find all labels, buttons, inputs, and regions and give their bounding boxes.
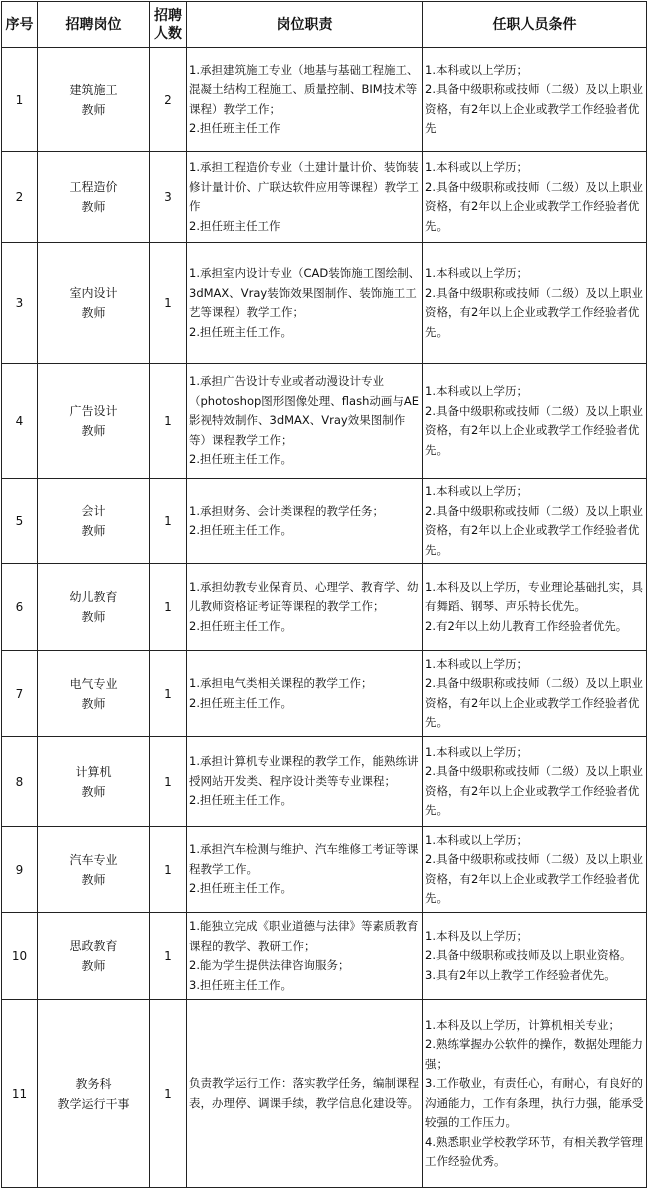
duties-cell <box>187 1000 423 1188</box>
row-number: 4 <box>2 364 38 479</box>
requirements-cell <box>423 479 647 564</box>
requirement-item: 1.本科及以上学历，专业理论基础扎实，具有舞蹈、钢琴、声乐特长优先。 <box>425 579 643 614</box>
count-cell: 1 <box>150 364 187 479</box>
position-line: 室内设计 <box>69 286 118 300</box>
duty-item: 2.担任班主任工作。 <box>189 618 292 633</box>
header-no: 序号 <box>2 2 38 48</box>
requirements-cell <box>423 364 647 479</box>
position-line: 教师 <box>81 696 106 711</box>
duty-item: 1.承担建筑施工专业（地基与基础工程施工、混凝土结构工程施工、质量控制、BIM技术等课程）教学工作； <box>189 62 419 116</box>
row-number: 7 <box>2 651 38 737</box>
table-row <box>2 737 647 827</box>
row-number: 11 <box>2 1000 38 1188</box>
table-row <box>2 243 647 364</box>
table-row <box>2 48 647 152</box>
table-row <box>2 152 647 243</box>
requirements-cell <box>423 827 647 913</box>
position-cell <box>38 364 150 479</box>
position-cell <box>38 737 150 827</box>
duties-cell <box>187 152 423 243</box>
count-cell: 1 <box>150 827 187 913</box>
table-row <box>2 1000 647 1188</box>
count-cell: 1 <box>150 913 187 1000</box>
duty-item: 2.担任班主任工作。 <box>189 452 292 467</box>
position-line: 广告设计 <box>69 404 118 418</box>
duty-item: 1.承担计算机专业课程的教学工作，能熟练讲授网站开发类、程序设计类等专业课程； <box>189 754 419 788</box>
row-number: 6 <box>2 564 38 651</box>
duty-item: 2.担任班主任工作。 <box>189 523 292 537</box>
duty-item: 2.能为学生提供法律咨询服务； <box>189 958 350 972</box>
duty-item: 1.承担财务、会计类课程的教学任务； <box>189 503 384 518</box>
position-cell <box>38 48 150 152</box>
requirement-item: 2.具备中级职称或技师（二级）及以上职业资格，有2年以上企业或教学工作经验者优先。 <box>425 676 643 729</box>
requirement-item: 1.本科或以上学历； <box>425 384 528 398</box>
position-line: 教师 <box>81 424 106 438</box>
table-row <box>2 479 647 564</box>
position-line: 教师 <box>81 306 106 320</box>
requirement-item: 2.具备中级职称或技师（二级）及以上职业资格，有2年以上企业或教学工作经验者优先。 <box>425 403 643 457</box>
row-number: 3 <box>2 243 38 364</box>
duty-item: 1.承担电气类相关课程的教学工作； <box>189 676 373 690</box>
count-cell: 2 <box>150 48 187 152</box>
requirement-item: 2.有2年以上幼儿教育工作经验者优先。 <box>425 618 628 633</box>
requirement-item: 2.具备中级职称或技师（二级）及以上职业资格，有2年以上企业或教学工作经验者优先。 <box>425 764 643 817</box>
count-cell: 1 <box>150 479 187 564</box>
requirement-item: 2.具备中级职称或技师及以上职业资格。 <box>425 948 632 963</box>
position-line: 工程造价 <box>69 180 118 194</box>
duties-cell <box>187 827 423 913</box>
requirement-item: 1.本科及以上学历； <box>425 928 528 943</box>
requirement-item: 2.具备中级职称或技师（二级）及以上职业资格，有2年以上企业或教学工作经验者优先。 <box>425 503 643 557</box>
requirement-item: 2.具备中级职称或技师（二级）及以上职业资格，有2年以上企业或教学工作经验者优先。 <box>425 852 643 905</box>
requirement-item: 1.本科或以上学历； <box>425 832 528 847</box>
row-number: 2 <box>2 152 38 243</box>
count-cell: 1 <box>150 243 187 364</box>
requirement-item: 2.熟练掌握办公软件的操作，数据处理能力强； <box>425 1037 643 1071</box>
table-row <box>2 364 647 479</box>
count-cell: 1 <box>150 1000 187 1188</box>
requirements-cell <box>423 737 647 827</box>
requirements-cell <box>423 564 647 651</box>
count-cell: 3 <box>150 152 187 243</box>
duty-item: 3.担任班主任工作。 <box>189 977 292 992</box>
duty-item: 2.担任班主任工作。 <box>189 324 292 339</box>
duties-cell <box>187 479 423 564</box>
duties-cell <box>187 48 423 152</box>
position-line: 教师 <box>81 872 106 887</box>
position-cell <box>38 479 150 564</box>
header-count: 招聘人数 <box>150 2 187 48</box>
duty-item: 1.承担工程造价专业（土建计量计价、装饰装修计量计价、广联达软件应用等课程）教学工作 <box>189 160 419 213</box>
position-cell <box>38 913 150 1000</box>
header-duties: 岗位职责 <box>187 2 423 48</box>
requirement-item: 2.具备中级职称或技师（二级）及以上职业资格，有2年以上企业或教学工作经验者优先。 <box>425 285 643 339</box>
position-line: 思政教育 <box>69 939 118 953</box>
position-line: 教师 <box>81 524 106 538</box>
position-line: 教师 <box>81 959 106 973</box>
position-line: 教务科 <box>75 1076 112 1091</box>
table-row <box>2 827 647 913</box>
position-line: 幼儿教育 <box>69 590 118 604</box>
count-cell: 1 <box>150 651 187 737</box>
row-number: 5 <box>2 479 38 564</box>
position-line: 电气专业 <box>69 676 118 691</box>
count-cell: 1 <box>150 737 187 827</box>
header-requirements: 任职人员条件 <box>423 2 647 48</box>
duties-cell <box>187 243 423 364</box>
requirement-item: 1.本科或以上学历； <box>425 160 528 174</box>
position-line: 教师 <box>81 610 106 624</box>
position-cell <box>38 564 150 651</box>
position-line: 会计 <box>81 504 106 518</box>
requirements-cell <box>423 1000 647 1188</box>
row-number: 1 <box>2 48 38 152</box>
header-row <box>2 2 647 48</box>
table-body <box>2 48 647 1188</box>
requirement-item: 1.本科及以上学历，计算机相关专业； <box>425 1017 620 1032</box>
requirement-item: 2.具备中级职称或技师（二级）及以上职业资格，有2年以上企业或教学工作经验者优先。 <box>425 179 643 233</box>
duty-item: 1.承担汽车检测与维护、汽车维修工考证等课程教学工作。 <box>189 842 419 876</box>
duties-cell <box>187 913 423 1000</box>
row-number: 8 <box>2 737 38 827</box>
position-line: 教师 <box>81 200 106 214</box>
duty-item: 1.能独立完成《职业道德与法律》等素质教育课程的教学、教研工作； <box>189 919 419 953</box>
duties-cell <box>187 737 423 827</box>
position-line: 计算机 <box>75 764 112 779</box>
row-number: 9 <box>2 827 38 913</box>
duty-item: 2.担任班主任工作。 <box>189 695 292 710</box>
duties-cell <box>187 564 423 651</box>
requirements-cell <box>423 651 647 737</box>
duty-item: 2.担任班主任工作。 <box>189 793 292 808</box>
duties-cell <box>187 651 423 737</box>
requirement-item: 1.本科或以上学历； <box>425 266 528 280</box>
duty-item: 1.承担室内设计专业（CAD装饰施工图绘制、3dMAX、Vray装饰效果图制作、装饰施工工艺等课程）教学工作； <box>189 266 421 319</box>
position-line: 教师 <box>81 784 106 799</box>
requirements-cell <box>423 152 647 243</box>
position-line: 汽车专业 <box>69 852 118 867</box>
requirements-cell <box>423 243 647 364</box>
requirements-cell <box>423 913 647 1000</box>
position-cell <box>38 827 150 913</box>
position-cell <box>38 152 150 243</box>
requirement-item: 3.工作敬业，有责任心，有耐心，有良好的沟通能力，工作有条理，执行力强，能承受较强的工作压力。 <box>425 1076 644 1129</box>
duty-item: 1.承担幼教专业保育员、心理学、教育学、幼儿教师资格证考证等课程的教学工作； <box>189 579 419 614</box>
requirement-item: 1.本科或以上学历； <box>425 656 528 671</box>
table-row <box>2 564 647 651</box>
header-position: 招聘岗位 <box>38 2 150 48</box>
count-cell: 1 <box>150 564 187 651</box>
table-row <box>2 651 647 737</box>
requirement-item: 2.具备中级职称或技师（二级）及以上职业资格，有2年以上企业或教学工作经验者优先 <box>425 82 643 135</box>
duty-item: 1.承担广告设计专业或者动漫设计专业（photoshop图形图像处理、flash动画与AE影视特效制作、3dMAX、Vray效果图制作等）课程教学工作； <box>189 374 419 447</box>
duty-item: 2.担任班主任工作 <box>189 218 281 233</box>
position-line: 教学运行干事 <box>57 1096 130 1111</box>
requirement-item: 1.本科或以上学历； <box>425 62 528 77</box>
position-cell <box>38 1000 150 1188</box>
row-number: 10 <box>2 913 38 1000</box>
requirement-item: 1.本科或以上学历； <box>425 744 528 759</box>
table-row <box>2 913 647 1000</box>
duty-item: 2.担任班主任工作 <box>189 121 281 135</box>
position-line: 建筑施工 <box>69 82 118 97</box>
position-line: 教师 <box>81 102 106 117</box>
recruitment-table <box>1 1 647 1188</box>
requirement-item: 4.熟悉职业学校教学环节，有相关教学管理工作经验优秀。 <box>425 1134 643 1168</box>
duty-item: 2.担任班主任工作。 <box>189 881 292 896</box>
requirement-item: 3.具有2年以上教学工作经验者优先。 <box>425 967 616 982</box>
requirements-cell <box>423 48 647 152</box>
duty-item: 负责教学运行工作：落实教学任务，编制课程表，办理停、调课手续，教学信息化建设等。 <box>189 1076 419 1110</box>
duties-cell <box>187 364 423 479</box>
requirement-item: 1.本科或以上学历； <box>425 484 528 498</box>
position-cell <box>38 651 150 737</box>
position-cell <box>38 243 150 364</box>
